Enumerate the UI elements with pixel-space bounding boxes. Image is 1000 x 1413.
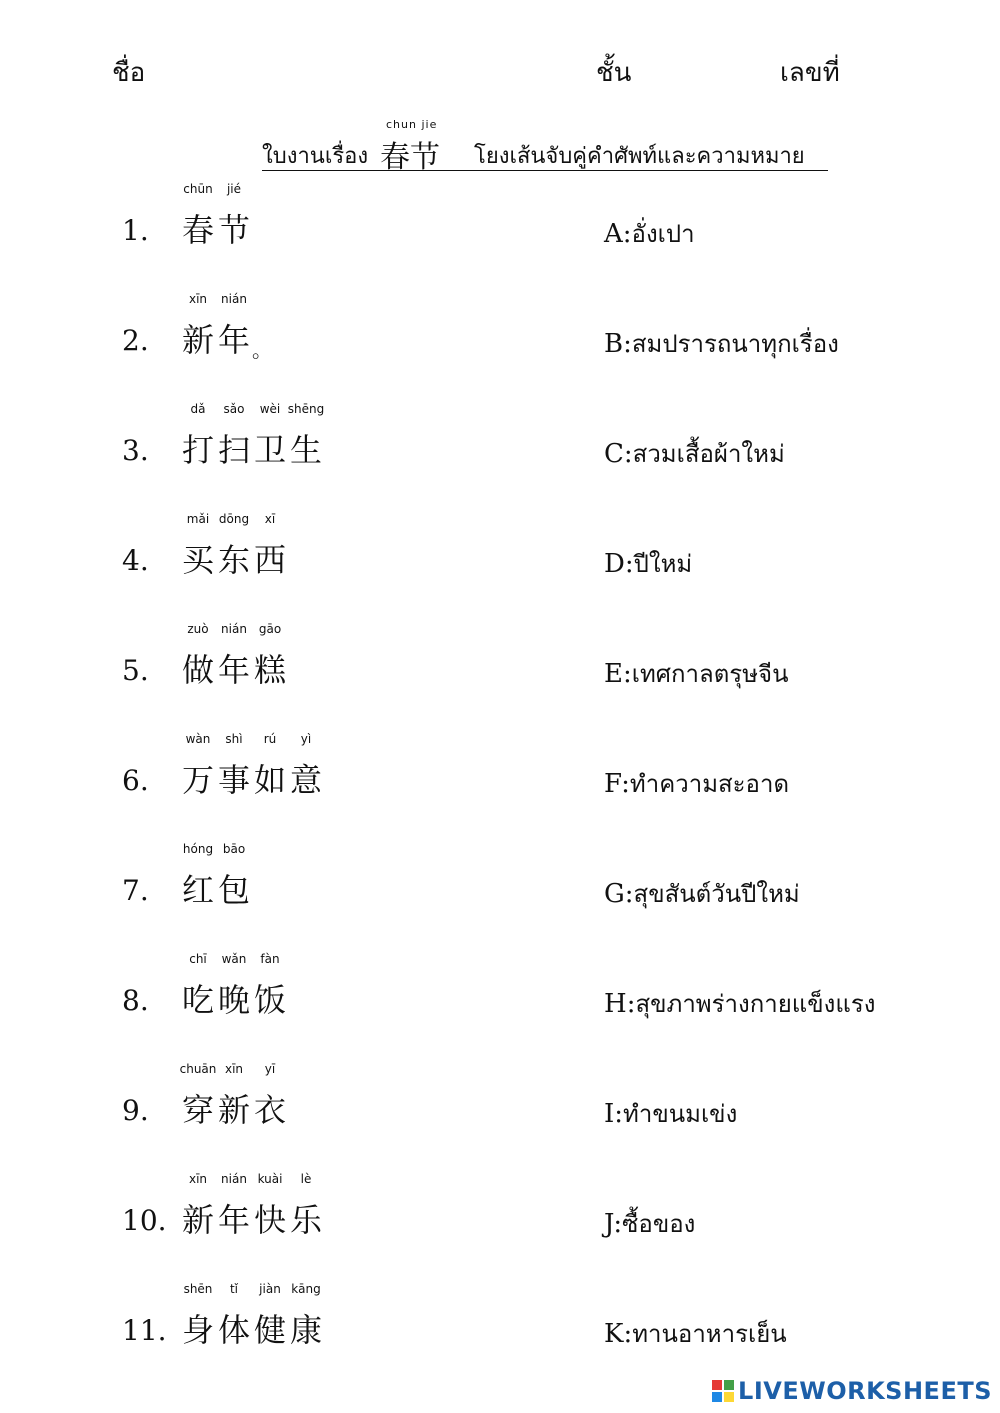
character-with-pinyin (216, 1172, 252, 1240)
character-with-pinyin (252, 1172, 288, 1240)
character-with-pinyin (288, 1172, 324, 1240)
meaning-option (604, 214, 695, 253)
hanzi: 晚 (217, 981, 250, 1019)
matching-row (0, 1282, 1000, 1386)
meaning-option (604, 1094, 737, 1133)
pinyin: chuān (179, 1062, 217, 1076)
colon: : (626, 989, 636, 1019)
pinyin: gāo (258, 622, 282, 636)
character-with-pinyin (216, 622, 252, 690)
character-with-pinyin (252, 952, 288, 1020)
colon: : (613, 1209, 623, 1239)
name-label: ชื่อ (112, 58, 146, 88)
item-number: 11. (122, 1314, 167, 1347)
hanzi: 节 (217, 211, 250, 249)
pinyin: shēn (183, 1282, 213, 1296)
option-letter: B (604, 329, 624, 359)
meaning-option (604, 654, 789, 693)
pinyin: kāng (291, 1282, 321, 1296)
pinyin: xīn (188, 1172, 208, 1186)
logo-text: LIVEWORKSHEETS (738, 1377, 992, 1405)
character-with-pinyin (252, 402, 288, 470)
colon: : (624, 549, 634, 579)
meaning-option (604, 1314, 787, 1353)
character-with-pinyin (216, 732, 252, 800)
pinyin: yī (264, 1062, 276, 1076)
character-with-pinyin (252, 1282, 288, 1350)
option-letter: I (604, 1099, 615, 1129)
hanzi: 体 (217, 1311, 250, 1349)
item-number: 4. (122, 544, 149, 577)
character-with-pinyin (180, 1172, 216, 1240)
option-letter: E (604, 659, 623, 689)
item-number: 8. (122, 984, 149, 1017)
meaning-option (604, 544, 692, 583)
character-with-pinyin (252, 732, 288, 800)
character-with-pinyin (216, 1062, 252, 1130)
hanzi: 康 (289, 1311, 322, 1349)
character-with-pinyin (180, 732, 216, 800)
pinyin: dōng (218, 512, 250, 526)
hanzi: 衣 (253, 1091, 286, 1129)
hanzi: 打 (181, 431, 214, 469)
chinese-term (180, 622, 288, 690)
pinyin: sǎo (223, 402, 245, 416)
title-prefix: ใบงานเรื่อง (262, 144, 369, 169)
item-number: 5. (122, 654, 149, 687)
pinyin: xīn (224, 1062, 244, 1076)
colon: : (623, 1319, 633, 1349)
worksheet-title (262, 118, 828, 174)
character-with-pinyin (216, 952, 252, 1020)
thai-meaning: ทานอาหารเย็น (632, 1320, 787, 1348)
hanzi: 新 (181, 1201, 214, 1239)
hanzi: 乐 (289, 1201, 322, 1239)
character-with-pinyin (180, 842, 216, 910)
thai-meaning: สุขภาพร่างกายแข็งแรง (635, 990, 876, 1018)
hanzi: 年 (217, 1201, 250, 1239)
class-label: ชั้น (596, 58, 632, 88)
character-with-pinyin (180, 182, 216, 250)
meaning-option (604, 874, 800, 913)
pinyin: shì (225, 732, 243, 746)
character-with-pinyin (252, 512, 288, 580)
hanzi: 年 (217, 321, 250, 359)
item-number: 3. (122, 434, 149, 467)
pinyin: jiàn (259, 1282, 281, 1296)
pinyin: wǎn (221, 952, 247, 966)
chinese-term (180, 182, 252, 250)
hanzi: 事 (217, 761, 250, 799)
hanzi: 春 (181, 211, 214, 249)
hanzi: 红 (181, 871, 214, 909)
title-hanzi: 春节 (380, 140, 440, 175)
hanzi: 穿 (181, 1091, 214, 1129)
pinyin: xīn (188, 292, 208, 306)
title-pinyin: chun jie (386, 118, 438, 131)
title-underline (262, 170, 828, 171)
hanzi: 饭 (253, 981, 286, 1019)
option-letter: A (604, 219, 623, 249)
thai-meaning: สุขสันต์วันปีใหม่ (633, 880, 800, 908)
hanzi: 意 (289, 761, 322, 799)
pinyin: lè (300, 1172, 312, 1186)
pinyin: dǎ (190, 402, 206, 416)
colon: : (623, 329, 632, 359)
matching-row (0, 1062, 1000, 1166)
option-letter: F (604, 769, 622, 799)
character-with-pinyin (216, 842, 252, 910)
meaning-option (604, 764, 789, 803)
title-suffix: โยงเส้นจับคู่คำศัพท์และความหมาย (474, 144, 805, 169)
item-number: 10. (122, 1204, 167, 1237)
matching-row (0, 292, 1000, 396)
pinyin: bāo (222, 842, 246, 856)
character-with-pinyin (180, 952, 216, 1020)
hanzi: 生 (289, 431, 322, 469)
matching-row (0, 1172, 1000, 1276)
pinyin: mǎi (186, 512, 210, 526)
pinyin: chūn (183, 182, 213, 196)
character-with-pinyin (180, 402, 216, 470)
hanzi: 年 (217, 651, 250, 689)
character-with-pinyin (216, 292, 252, 370)
character-with-pinyin (252, 1062, 288, 1130)
chinese-term (179, 1062, 288, 1130)
hanzi: 买 (181, 541, 214, 579)
chinese-term (180, 292, 272, 370)
colon: : (621, 769, 630, 799)
hanzi: 卫 (253, 431, 286, 469)
matching-row (0, 622, 1000, 726)
thai-meaning: ทำความสะอาด (629, 770, 790, 798)
hanzi: 扫 (217, 431, 250, 469)
hanzi: 做 (181, 651, 214, 689)
character-with-pinyin (180, 512, 216, 580)
character-with-pinyin (216, 402, 252, 470)
pinyin: rú (263, 732, 277, 746)
hanzi: 包 (217, 871, 250, 909)
pinyin: yì (300, 732, 312, 746)
matching-row (0, 512, 1000, 616)
option-letter: G (604, 879, 625, 909)
thai-meaning: สมปรารถนาทุกเรื่อง (631, 330, 839, 358)
character-with-pinyin (180, 622, 216, 690)
pinyin: wèi (259, 402, 281, 416)
meaning-option (604, 984, 875, 1023)
hanzi: 东 (217, 541, 250, 579)
thai-meaning: ทำขนมเข่ง (623, 1100, 738, 1128)
pinyin: wàn (185, 732, 211, 746)
hanzi: 吃 (181, 981, 214, 1019)
hanzi: 万 (181, 761, 214, 799)
character-with-pinyin (180, 292, 216, 370)
hanzi: 如 (253, 761, 286, 799)
pinyin: nián (221, 292, 247, 306)
pinyin: jié (226, 182, 242, 196)
pinyin: hóng (182, 842, 214, 856)
pinyin: nián (221, 1172, 247, 1186)
hanzi: 身 (181, 1311, 214, 1349)
chinese-term (180, 1172, 324, 1240)
item-number: 9. (122, 1094, 149, 1127)
hanzi: 新 (217, 1091, 250, 1129)
meaning-option (604, 324, 839, 363)
matching-row (0, 182, 1000, 286)
item-number: 6. (122, 764, 149, 797)
character-with-pinyin (216, 1282, 252, 1350)
meaning-option (604, 1204, 695, 1243)
thai-meaning: อั่งเปา (631, 220, 695, 248)
pinyin: fàn (260, 952, 280, 966)
option-letter: D (604, 549, 625, 579)
pinyin: kuài (257, 1172, 283, 1186)
character-with-pinyin (252, 622, 288, 690)
pinyin: nián (221, 622, 247, 636)
colon: : (622, 219, 632, 249)
pinyin: tǐ (229, 1282, 239, 1296)
pinyin: shēng (287, 402, 325, 416)
character-with-pinyin (288, 1282, 324, 1350)
colon: : (624, 879, 634, 909)
chinese-term (180, 952, 288, 1020)
meaning-option (604, 434, 785, 473)
colon: : (622, 659, 632, 689)
character-with-pinyin (180, 1282, 216, 1350)
thai-meaning: สวมเสื้อผ้าใหม่ (632, 440, 785, 468)
chinese-term (180, 402, 325, 470)
character-with-pinyin (179, 1062, 217, 1130)
logo-mark-icon (712, 1380, 734, 1402)
colon: : (623, 439, 633, 469)
character-with-pinyin (288, 732, 324, 800)
pinyin: chī (189, 952, 207, 966)
colon: : (614, 1099, 624, 1129)
liveworksheets-logo (712, 1377, 992, 1405)
matching-row (0, 402, 1000, 506)
hanzi: 西 (253, 541, 286, 579)
option-letter: J (604, 1209, 614, 1239)
matching-row (0, 952, 1000, 1056)
thai-meaning: เทศกาลตรุษจีน (631, 660, 789, 688)
character-with-pinyin (216, 512, 252, 580)
number-label: เลขที่ (780, 58, 840, 88)
hanzi: 健 (253, 1311, 286, 1349)
matching-row (0, 842, 1000, 946)
matching-row (0, 732, 1000, 836)
option-letter: H (604, 989, 627, 1019)
option-letter: C (604, 439, 624, 469)
pinyin: xī (264, 512, 276, 526)
character-with-pinyin (287, 402, 325, 470)
hanzi: 糕 (253, 651, 286, 689)
chinese-term (180, 842, 252, 910)
thai-meaning: ซื้อของ (622, 1210, 696, 1238)
pinyin: zuò (187, 622, 209, 636)
punctuation: 。 (252, 338, 272, 362)
hanzi: 快 (253, 1201, 286, 1239)
character-with-pinyin (216, 182, 252, 250)
chinese-term (180, 732, 324, 800)
chinese-term (180, 1282, 324, 1350)
item-number: 2. (122, 324, 149, 357)
chinese-term (180, 512, 288, 580)
item-number: 1. (122, 214, 149, 247)
item-number: 7. (122, 874, 149, 907)
thai-meaning: ปีใหม่ (633, 550, 693, 578)
option-letter: K (604, 1319, 624, 1349)
hanzi: 新 (181, 321, 214, 359)
